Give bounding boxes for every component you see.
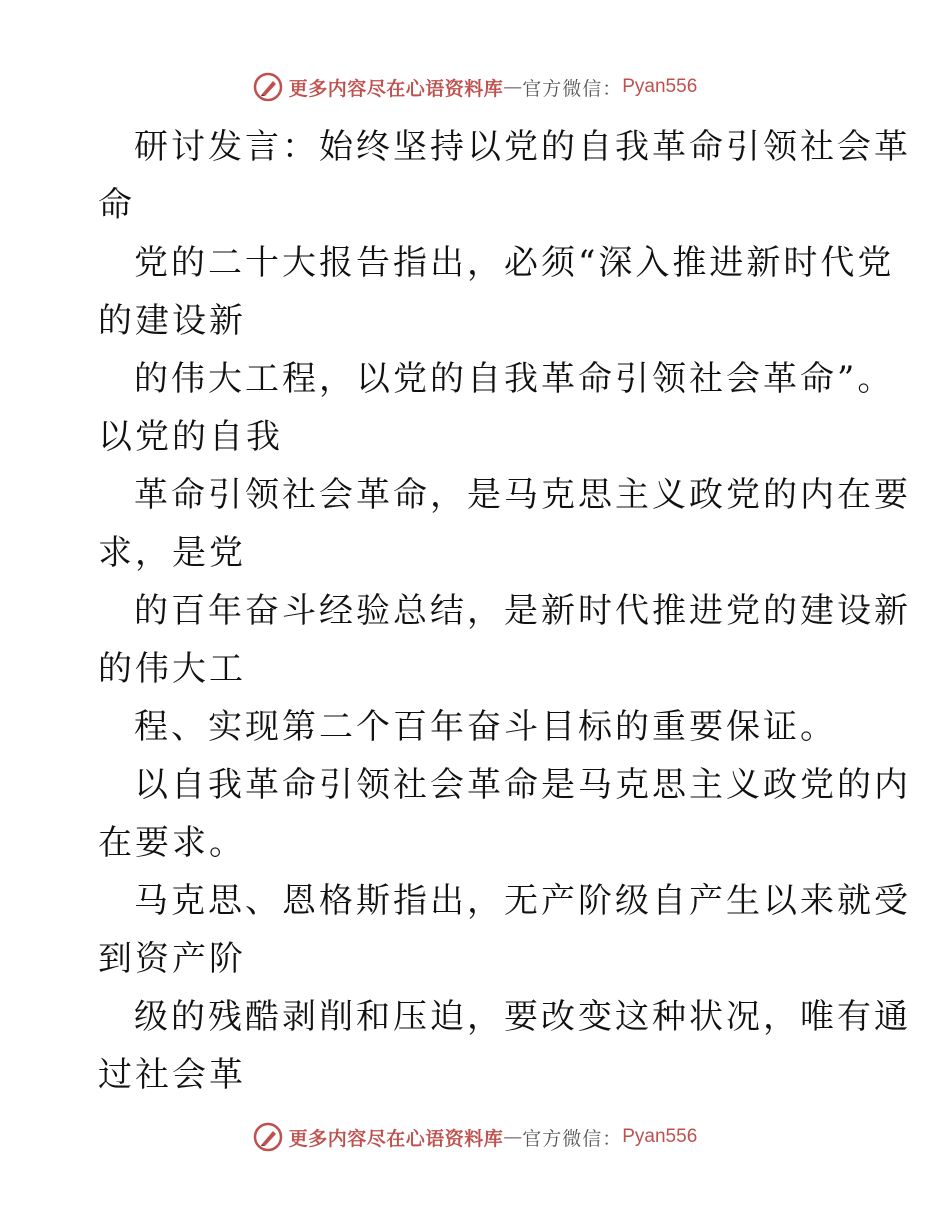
paragraph-continuation: 过社会革 [98, 1055, 246, 1095]
paragraph [98, 872, 911, 988]
page-footer-watermark [0, 1122, 950, 1152]
paragraph-continuation: 的伟大工 [98, 649, 246, 689]
paragraph [98, 118, 911, 234]
paragraph-line: 程、实现第二个百年奋斗目标的重要保证。 [134, 707, 837, 747]
paragraph-continuation: 以党的自我 [98, 417, 283, 457]
paragraph [98, 466, 911, 582]
paragraph [98, 988, 911, 1104]
header-contact-label: 官方微信： [522, 77, 623, 100]
paragraph-continuation: 的建设新 [98, 301, 246, 341]
paragraph [98, 756, 911, 872]
footer-separator: — [503, 1126, 523, 1148]
pen-logo-icon [253, 1122, 283, 1152]
document-body [98, 118, 911, 1104]
paragraph-continuation: 命 [98, 185, 135, 225]
header-separator: — [503, 76, 523, 98]
footer-brand-text: 更多内容尽在心语资料库 [288, 1127, 504, 1150]
footer-contact-id: Pyan556 [622, 1126, 698, 1147]
paragraph [98, 698, 858, 756]
paragraph-continuation: 在要求。 [98, 823, 246, 863]
pen-logo-icon [253, 72, 283, 102]
page-header-watermark [0, 72, 950, 102]
paragraph-line: 的百年奋斗经验总结，是新时代推进党的建设新 [134, 591, 911, 631]
paragraph-line: 革命引领社会革命，是马克思主义政党的内在要 [134, 475, 911, 515]
paragraph-line: 研讨发言：始终坚持以党的自我革命引领社会革 [134, 127, 911, 167]
paragraph-continuation: 到资产阶 [98, 939, 246, 979]
header-contact-id: Pyan556 [622, 76, 698, 97]
paragraph-line: 党的二十大报告指出，必须“深入推进新时代党 [134, 243, 895, 283]
paragraph-continuation: 求，是党 [98, 533, 246, 573]
paragraph-line: 级的残酷剥削和压迫，要改变这种状况，唯有通 [134, 997, 911, 1037]
paragraph-line: 以自我革命引领社会革命是马克思主义政党的内 [134, 765, 911, 805]
paragraph-line: 的伟大工程，以党的自我革命引领社会革命”。 [134, 359, 895, 399]
footer-contact-label: 官方微信： [522, 1127, 623, 1150]
paragraph-line: 马克思、恩格斯指出，无产阶级自产生以来就受 [134, 881, 911, 921]
paragraph [98, 582, 911, 698]
paragraph [98, 234, 895, 350]
paragraph [98, 350, 895, 466]
header-brand-text: 更多内容尽在心语资料库 [288, 77, 504, 100]
